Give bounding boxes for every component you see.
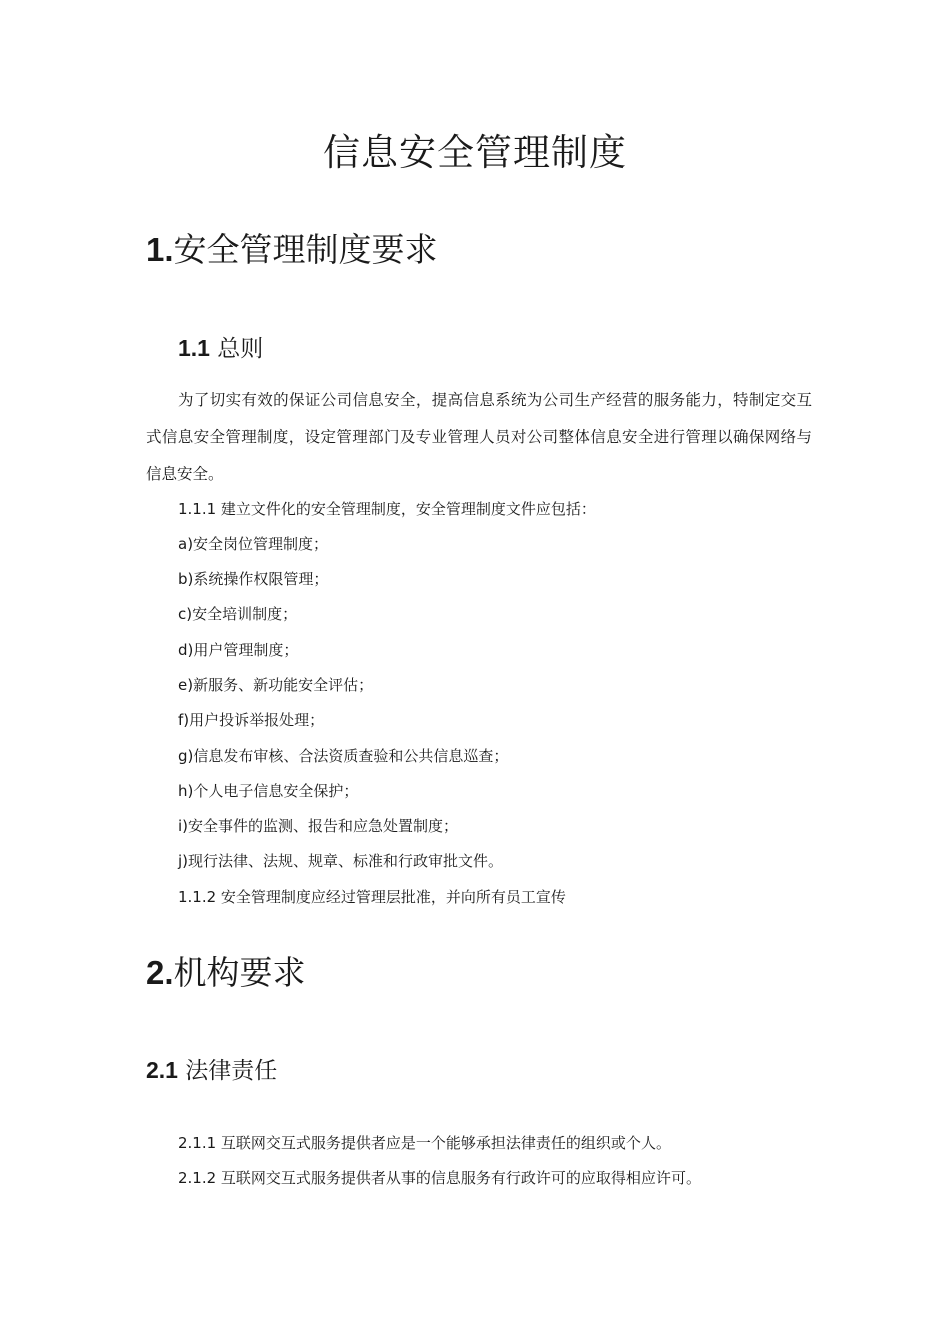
list-item: d)用户管理制度； bbox=[178, 641, 299, 659]
subsection-2-1-number: 2.1 bbox=[146, 1057, 178, 1083]
list-item: 2.1.2 互联网交互式服务提供者从事的信息服务有行政许可的应取得相应许可。 bbox=[178, 1169, 701, 1187]
list-item: h)个人电子信息安全保护； bbox=[178, 782, 359, 800]
list-item: c)安全培训制度； bbox=[178, 605, 298, 623]
document-title: 信息安全管理制度 bbox=[323, 131, 627, 174]
section-2-number: 2. bbox=[146, 954, 174, 991]
list-item: i)安全事件的监测、报告和应急处置制度； bbox=[178, 817, 459, 835]
section-2-title: 机构要求 bbox=[173, 953, 306, 992]
list-item: 2.1.1 互联网交互式服务提供者应是一个能够承担法律责任的组织或个人。 bbox=[178, 1134, 671, 1152]
subsection-1-1-title: 总则 bbox=[217, 336, 264, 362]
list-item: e)新服务、新功能安全评估； bbox=[178, 676, 374, 694]
section-1-number: 1. bbox=[146, 231, 174, 268]
subsection-1-1-number: 1.1 bbox=[178, 335, 210, 361]
general-paragraph: 为了切实有效的保证公司信息安全，提高信息系统为公司生产经营的服务能力，特制定交互式信息安全管理制度，设定管理部门及专业管理人员对公司整体信息安全进行管理以确保网络与信息安全。 bbox=[146, 391, 812, 483]
section-2-heading bbox=[146, 951, 306, 995]
list-item: 1.1.2 安全管理制度应经过管理层批准，并向所有员工宣传 bbox=[178, 888, 566, 906]
list-item: a)安全岗位管理制度； bbox=[178, 535, 329, 553]
section-1-heading bbox=[146, 228, 438, 272]
list-item: f)用户投诉举报处理； bbox=[178, 711, 325, 729]
list-item: j)现行法律、法规、规章、标准和行政审批文件。 bbox=[178, 852, 504, 870]
subsection-2-1-title: 法律责任 bbox=[185, 1058, 278, 1084]
subsection-1-1-heading bbox=[178, 332, 263, 365]
list-item: 1.1.1 建立文件化的安全管理制度，安全管理制度文件应包括： bbox=[178, 500, 596, 518]
section-1-title: 安全管理制度要求 bbox=[173, 230, 438, 269]
subsection-2-1-heading bbox=[146, 1054, 277, 1087]
list-item: g)信息发布审核、合法资质查验和公共信息巡查； bbox=[178, 747, 509, 765]
list-item: b)系统操作权限管理； bbox=[178, 570, 329, 588]
